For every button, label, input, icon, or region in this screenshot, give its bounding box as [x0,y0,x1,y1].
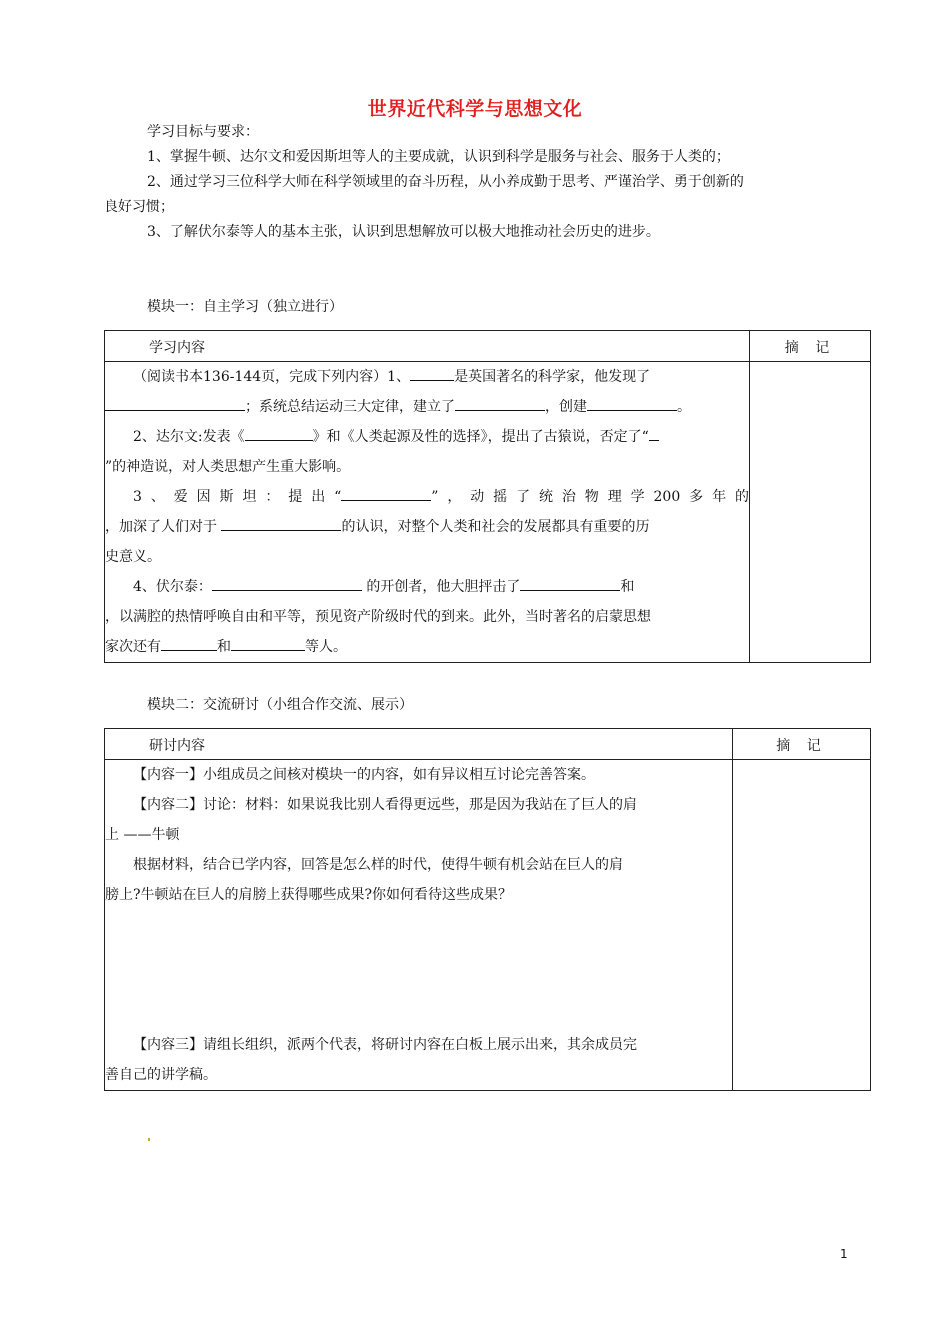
module2-notes-cell[interactable] [733,760,871,1091]
stray-mark [148,1138,150,1141]
module2-header-notes: 摘 记 [733,729,871,760]
content-3-cont: 善自己的讲学稿。 [105,1067,217,1083]
content-2-question-cont: 膀上?牛顿站在巨人的肩膀上获得哪些成果?你如何看待这些成果？ [105,887,513,903]
blank-field[interactable] [161,634,217,651]
content-1: 【内容一】小组成员之间核对模块一的内容，如有异议相互讨论完善答案。 [133,767,595,783]
answer-space[interactable] [105,910,732,1030]
goal-2-cont: 良好习惯； [104,199,174,215]
blank-field[interactable] [587,394,677,411]
blank-field[interactable] [410,364,454,381]
module1-header-content: 学习内容 [105,331,750,362]
module1-notes-cell[interactable] [750,362,871,663]
blank-field[interactable] [212,574,362,591]
content-2: 【内容二】讨论：材料：如果说我比别人看得更远些，那是因为我站在了巨人的肩 [133,797,637,813]
module2-content-cell [105,760,733,1091]
blank-field[interactable] [455,394,545,411]
module1-table [104,330,871,663]
blank-field[interactable] [221,514,341,531]
blank-field[interactable] [520,574,620,591]
content-2-cont: 上 ——牛顿 [105,827,180,843]
goal-3: 3、了解伏尔泰等人的基本主张，认识到思想解放可以极大地推动社会历史的进步。 [147,224,660,240]
blank-field[interactable] [341,484,431,501]
module2-table [104,728,871,1091]
blank-field[interactable] [245,424,313,441]
content-3: 【内容三】请组长组织，派两个代表，将研讨内容在白板上展示出来，其余成员完 [133,1037,637,1053]
blank-field[interactable] [649,424,659,441]
module2-header-content: 研讨内容 [105,729,733,760]
module1-content-cell: （阅读书本136-144页，完成下列内容）1、 是英国著名的科学家，他发现了 ；系统总结运动三大定律，建立了 ，创建 。 2、达尔文:发表《 》和《人类起源及性的选择》，提出了古猿说，否定了“ ”的神造说，对人类思想产生重大影响。 3、爱因斯坦：提出“ ”，动摇了统治物理学200多年的 ，加深了人们对于 的认识，对整个人类和社会的发展都具有重要的历 史意义。 4、伏尔泰： 的开创者，他大胆抨击了 和 ，以满腔的热情呼唤自由和平等，预见资产阶级时代的到来。此外，当时著名的启蒙思想 家次还有 和 等人。 [105,362,750,663]
content-2-question: 根据材料，结合已学内容，回答是怎么样的时代，使得牛顿有机会站在巨人的肩 [133,857,623,873]
module1-header-notes: 摘 记 [750,331,871,362]
page-number: 1 [840,1247,848,1261]
page-title: 世界近代科学与思想文化 [367,98,583,120]
goal-1: 1、掌握牛顿、达尔文和爱因斯坦等人的主要成就，认识到科学是服务与社会、服务于人类的； [147,149,730,165]
goal-2: 2、通过学习三位科学大师在科学领域里的奋斗历程，从小养成勤于思考、严谨治学、勇于创新的 [147,174,744,190]
goals-heading: 学习目标与要求： [147,124,259,140]
module2-heading: 模块二：交流研讨（小组合作交流、展示） [147,697,413,713]
blank-field[interactable] [105,394,245,411]
module1-heading: 模块一：自主学习（独立进行） [147,299,343,315]
blank-field[interactable] [231,634,305,651]
